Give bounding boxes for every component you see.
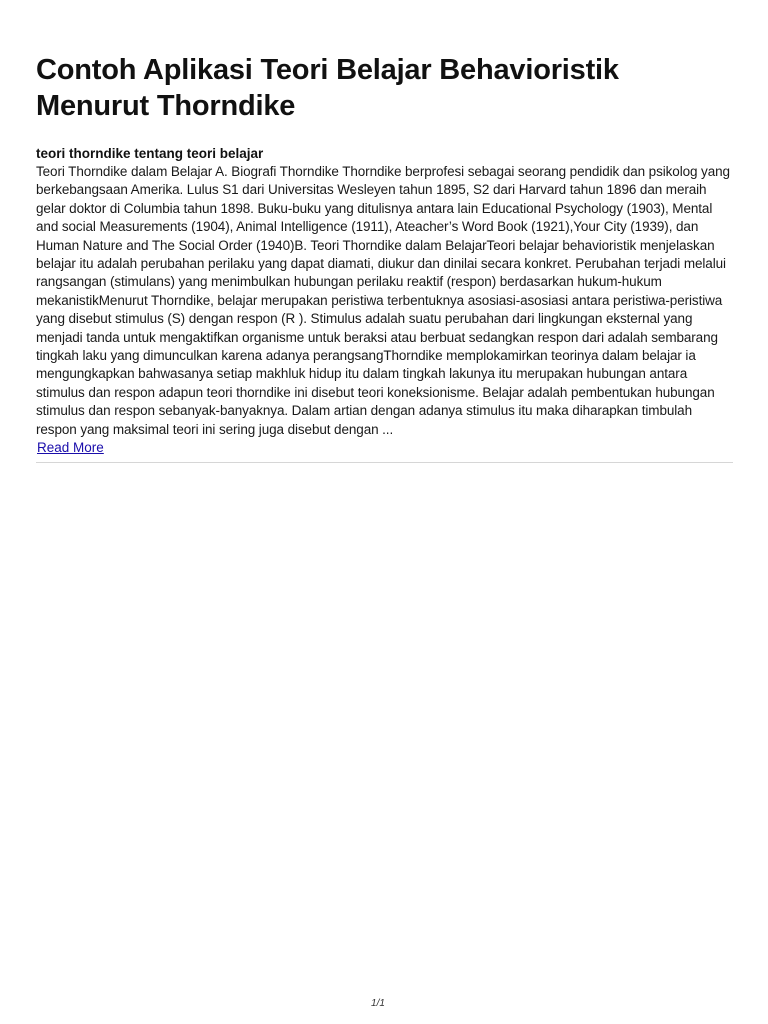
divider	[36, 462, 733, 463]
article-subtitle: teori thorndike tentang teori belajar	[36, 146, 264, 161]
article-body: Teori Thorndike dalam Belajar A. Biografi Thorndike Thorndike berprofesi sebagai seorang pendidik dan psikolog yang berkebangsaan Amerika. Lulus S1 dari Universitas Wesleyen tahun 1895, S2 dari Harvard tahun 1896 dan meraih gelar doktor di Columbia tahun 1898. Buku-buku yang ditulisnya antara lain Educational Psychology (1903), Mental and social Measurements (1904), Animal Intelligence (1911), Ateacher’s Word Book (1921),Your City (1939), dan Human Nature and The Social Order (1940)B. Teori Thorndike dalam BelajarTeori belajar behavioristik menjelaskan belajar itu adalah perubahan perilaku yang dapat diamati, diukur dan dinilai secara konkret. Perubahan terjadi melalui rangsangan (stimulans) yang menimbulkan hubungan perilaku reaktif (respon) berdasarkan hukum-hukum mekanistikMenurut Thorndike, belajar merupakan peristiwa terbentuknya asosiasi-asosiasi antara peristiwa-peristiwa yang disebut stimulus (S) dengan respon (R ). Stimulus adalah suatu perubahan dari lingkungan eksternal yang menjadi tanda untuk mengaktifkan organisme untuk beraksi atau berbuat sedangkan respon dari adalah sembarang tingkah laku yang dimunculkan karena adanya perangsangThorndike memplokamirkan teorinya dalam belajar ia mengungkapkan bahwasanya setiap makhluk hidup itu dalam tingkah lakunya itu merupakan hubungan antara stimulus dan respon adapun teori thorndike ini disebut teori koneksionisme. Belajar adalah pembentukan hubungan stimulus dan respon sebanyak-banyaknya. Dalam artian dengan adanya stimulus itu maka diharapkan timbulah respon yang maksimal teori ini sering juga disebut dengan ...	[36, 164, 730, 437]
page-number: 1/1	[371, 998, 385, 1009]
document-page	[36, 52, 732, 463]
read-more-link[interactable]: Read More	[37, 440, 104, 456]
page-title: Contoh Aplikasi Teori Belajar Behavioristik Menurut Thorndike	[36, 54, 619, 122]
